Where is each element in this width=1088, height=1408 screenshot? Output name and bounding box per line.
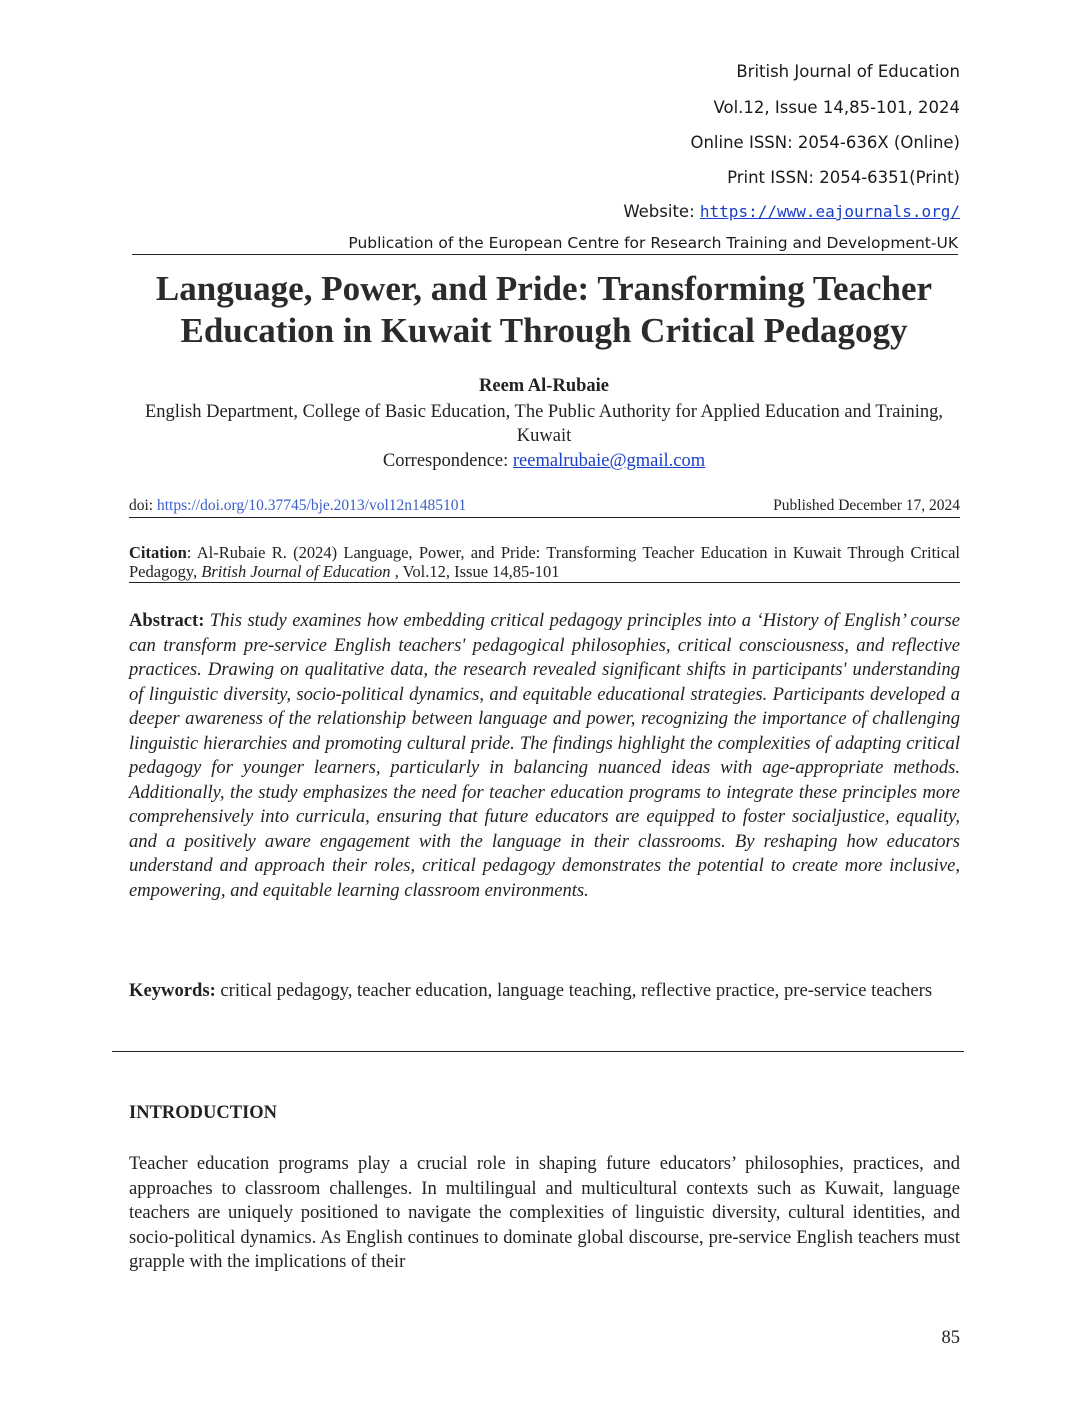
journal-volume: Vol.12, Issue 14,85-101, 2024 [713,98,960,117]
citation-volume: , Vol.12, Issue 14,85-101 [390,562,560,581]
citation-journal: British Journal of Education [201,562,391,581]
introduction-heading: INTRODUCTION [129,1103,278,1123]
abstract-text: This study examines how embedding critical pedagogy principles into a ‘History of English’ course can transform pre-service English teachers' pedagogical philosophies, critical consciousness, and reflective practices. Drawing on qualitative data, the research revealed significant shifts in participants' understanding of linguistic diversity, socio-political dynamics, and equitable educational strategies. Participants developed a deeper awareness of the relationship between language and power, recognizing the importance of challenging linguistic hierarchies and promoting cultural pride. The findings highlight the complexities of adapting critical pedagogy for younger learners, particularly in balancing nuanced ideas with age-appropriate methods. Additionally, the study emphasizes the need for teacher education programs to integrate these principles more comprehensively into curricula, ensuring that future educators are equipped to foster socialjustice, equality, and a positively aware engagement with the language in their classrooms. By reshaping how educators understand and approach their roles, critical pedagogy demonstrates the potential to create more inclusive, empowering, and equitable learning classroom environments. [129,610,961,901]
abstract-label: Abstract: [129,610,205,631]
website-label: Website: [623,202,700,221]
author-affiliation: English Department, College of Basic Education, The Public Authority for Applied Education and Training, Kuwait [144,402,944,446]
keywords-label: Keywords: [129,980,216,1001]
correspondence-label: Correspondence: [382,451,513,471]
online-issn: Online ISSN: 2054-636X (Online) [690,133,960,152]
citation-text: : Al-Rubaie R. (2024) Language, Power, and Pride: Transforming Teacher Education in Kuwait Through Critical Pedagogy, [129,543,960,581]
citation [129,543,960,583]
doi-label: doi: [129,497,157,514]
correspondence-line [0,451,1088,472]
section-divider [112,1051,964,1052]
doi-link[interactable]: https://doi.org/10.37745/bje.2013/vol12n1485101 [157,497,467,514]
doi-row [129,497,960,518]
published-date: Published December 17, 2024 [773,497,960,514]
author-name: Reem Al-Rubaie [479,376,609,396]
citation-label: Citation [129,543,187,562]
website-link[interactable]: https://www.eajournals.org/ [699,202,960,221]
abstract [129,609,960,903]
website-line [623,202,960,221]
paper-title: Language, Power, and Pride: Transforming Teacher Education in Kuwait Through Critical Pedagogy [155,269,933,350]
journal-name: British Journal of Education [736,62,960,81]
introduction-paragraph: Teacher education programs play a crucial role in shaping future educators’ philosophies, practices, and approaches to classroom challenges. In multilingual and multicultural contexts such as Kuwait, language teachers are uniquely positioned to navigate the complexities of linguistic diversity, cultural identities, and socio-political dynamics. As English continues to dominate global discourse, pre-service English teachers must grapple with the implications of their [129,1153,960,1272]
keywords [129,979,960,1004]
publisher-line: Publication of the European Centre for Research Training and Development-UK [132,234,958,255]
page-number: 85 [941,1328,960,1348]
email-link[interactable]: reemalrubaie@gmail.com [512,451,706,471]
print-issn: Print ISSN: 2054-6351(Print) [727,168,960,187]
keywords-text: critical pedagogy, teacher education, language teaching, reflective practice, pre-service teachers [220,980,933,1001]
